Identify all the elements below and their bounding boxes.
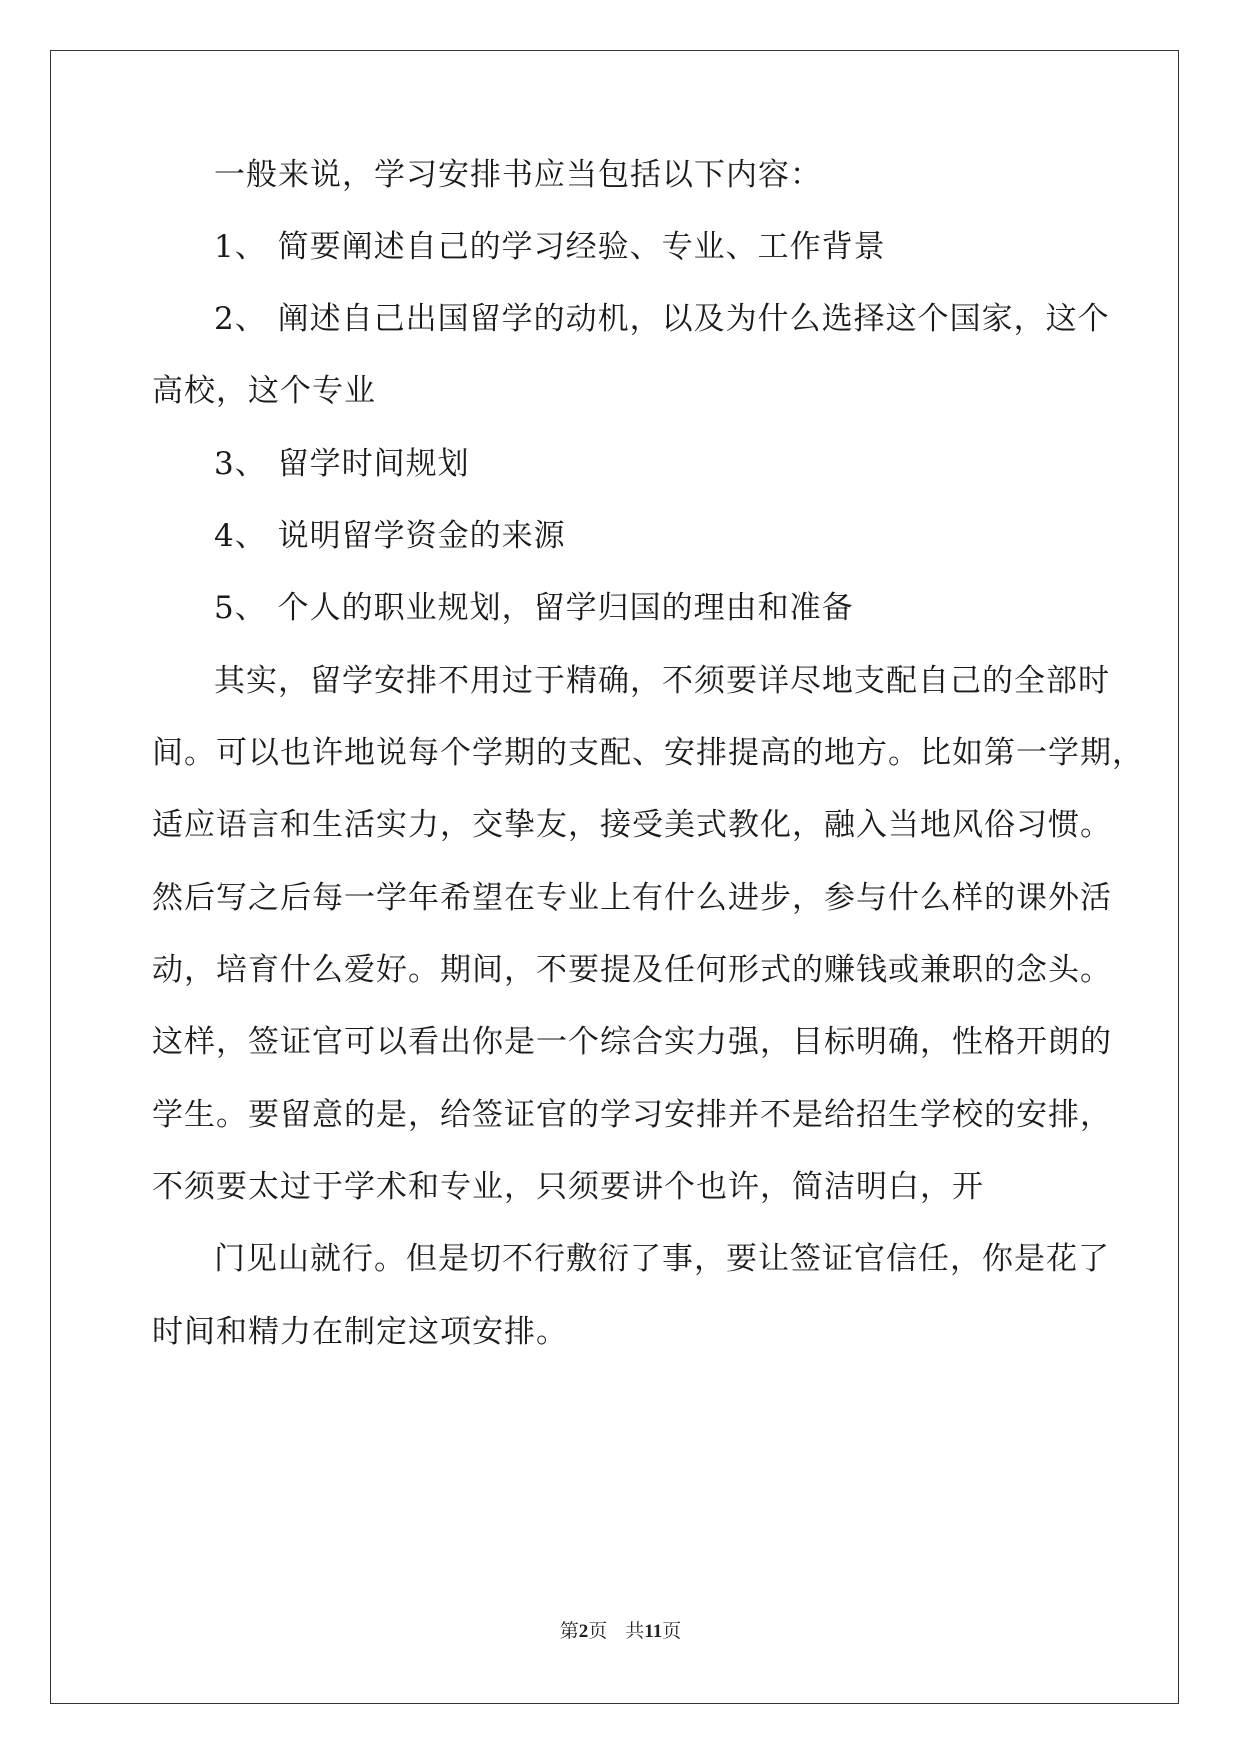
page-suffix: 页: [588, 1621, 608, 1642]
paragraph-line: 时间和精力在制定这项安排。: [152, 1314, 568, 1350]
total-page-count: 11: [644, 1621, 663, 1642]
list-item-5: 5、 个人的职业规划，留学归国的理由和准备: [214, 590, 854, 626]
paragraph-line: 其实，留学安排不用过于精确，不须要详尽地支配自己的全部时: [214, 663, 1110, 699]
paragraph-line: 动，培育什么爱好。期间，不要提及任何形式的赚钱或兼职的念头。: [152, 952, 1112, 988]
total-suffix: 页: [662, 1621, 682, 1642]
list-item-2: 2、 阐述自己出国留学的动机，以及为什么选择这个国家，这个: [214, 301, 1110, 337]
total-prefix: 共: [625, 1621, 645, 1642]
paragraph-line: 间。可以也许地说每个学期的支配、安排提高的地方。比如第一学期，: [152, 735, 1144, 771]
paragraph-line: 这样，签证官可以看出你是一个综合实力强，目标明确，性格开朗的: [152, 1024, 1112, 1060]
paragraph-line: 适应语言和生活实力，交挚友，接受美式教化，融入当地风俗习惯。: [152, 807, 1112, 843]
list-item-3: 3、 留学时间规划: [214, 446, 470, 482]
page-footer: [0, 1616, 1241, 1643]
list-item-4: 4、 说明留学资金的来源: [214, 518, 566, 554]
current-page-number: 2: [578, 1621, 589, 1642]
page-prefix: 第: [559, 1621, 579, 1642]
paragraph-line: 门见山就行。但是切不行敷衍了事，要让签证官信任，你是花了: [214, 1241, 1110, 1277]
paragraph-line: 学生。要留意的是，给签证官的学习安排并不是给招生学校的安排，: [152, 1097, 1112, 1133]
list-item-1: 1、 简要阐述自己的学习经验、专业、工作背景: [214, 229, 886, 265]
paragraph-line: 然后写之后每一学年希望在专业上有什么进步，参与什么样的课外活: [152, 880, 1112, 916]
paragraph-intro: 一般来说，学习安排书应当包括以下内容：: [214, 157, 822, 193]
paragraph-line: 不须要太过于学术和专业，只须要讲个也许，简洁明白，开: [152, 1169, 984, 1205]
list-item-2-continuation: 高校，这个专业: [152, 373, 376, 409]
